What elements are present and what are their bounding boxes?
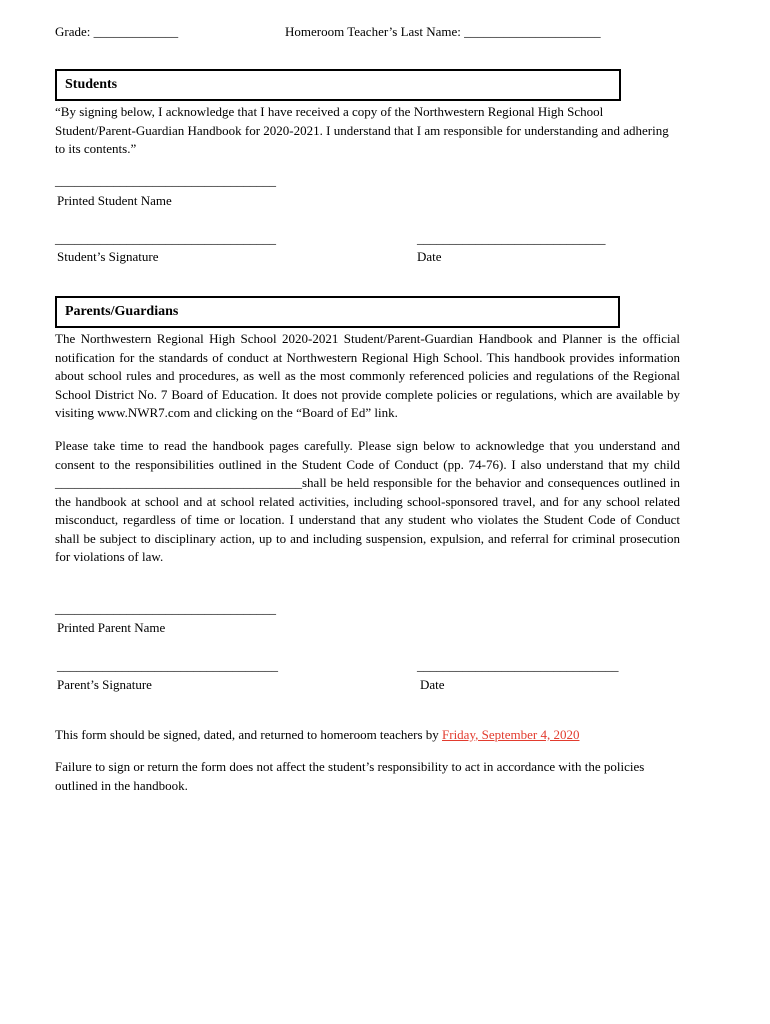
parent-signature-label: Parent’s Signature: [57, 677, 152, 692]
parents-section-header: [55, 296, 620, 328]
return-instructions-text: This form should be signed, dated, and returned to homeroom teachers by: [55, 727, 443, 742]
student-acknowledgment-statement: “By signing below, I acknowledge that I have received a copy of the Northwestern Regional High School Student/Parent-Guardian Handbook for 2020-2021. I understand that I am responsible for understanding and adhering to its contents.”: [55, 104, 669, 156]
parent-date-line: _______________________________: [417, 658, 619, 673]
parent-date-label: Date: [420, 677, 445, 692]
parents-section-title: Parents/Guardians: [65, 303, 179, 319]
students-section-header: [55, 69, 621, 101]
parent-printed-name-line: __________________________________: [55, 601, 276, 616]
parent-printed-name-label: Printed Parent Name: [57, 620, 166, 635]
student-date-label: Date: [417, 249, 442, 264]
return-instructions: [55, 726, 579, 745]
parent-signature-line: __________________________________: [57, 658, 278, 673]
homeroom-teacher-field: Homeroom Teacher’s Last Name: _____________________: [285, 24, 601, 39]
failure-to-sign-note: Failure to sign or return the form does not affect the student’s responsibility to act in accordance with the policies outlined in the handbook.: [55, 759, 645, 793]
return-deadline-date: Friday, September 4, 2020: [442, 727, 580, 742]
consent-paragraph: Please take time to read the handbook pages carefully. Please sign below to acknowledge that you understand and consent to the responsibilities outlined in the Student Code of Conduct (pp. 74-76). I also understand that my child ______________________________________shall be held responsible for the behavior and consequences outlined in the handbook at school and at school related activities, including school-sponsored travel, and for any school related misconduct, regardless of time or location. I understand that any student who violates the Student Code of Conduct shall be subject to disciplinary action, up to and including suspension, expulsion, and referral for criminal prosecution for violations of law.: [55, 438, 680, 564]
student-signature-label: Student’s Signature: [57, 249, 159, 264]
student-date-line: _____________________________: [417, 231, 606, 246]
student-signature-line: __________________________________: [55, 231, 276, 246]
student-printed-name-line: __________________________________: [55, 173, 276, 188]
student-printed-name-label: Printed Student Name: [57, 193, 172, 208]
grade-field: Grade: _____________: [55, 24, 179, 39]
students-section-title: Students: [65, 76, 118, 92]
handbook-intro-paragraph: The Northwestern Regional High School 2020-2021 Student/Parent-Guardian Handbook and Planner is the official notification for the standards of conduct at Northwestern Regional High School. This handbook provides information about school rules and procedures, as well as the most commonly referenced policies and regulations of the Regional School District No. 7 Board of Education. It does not provide complete policies or regulations, which are available by visiting www.NWR7.com and clicking on the “Board of Ed” link.: [55, 331, 680, 420]
